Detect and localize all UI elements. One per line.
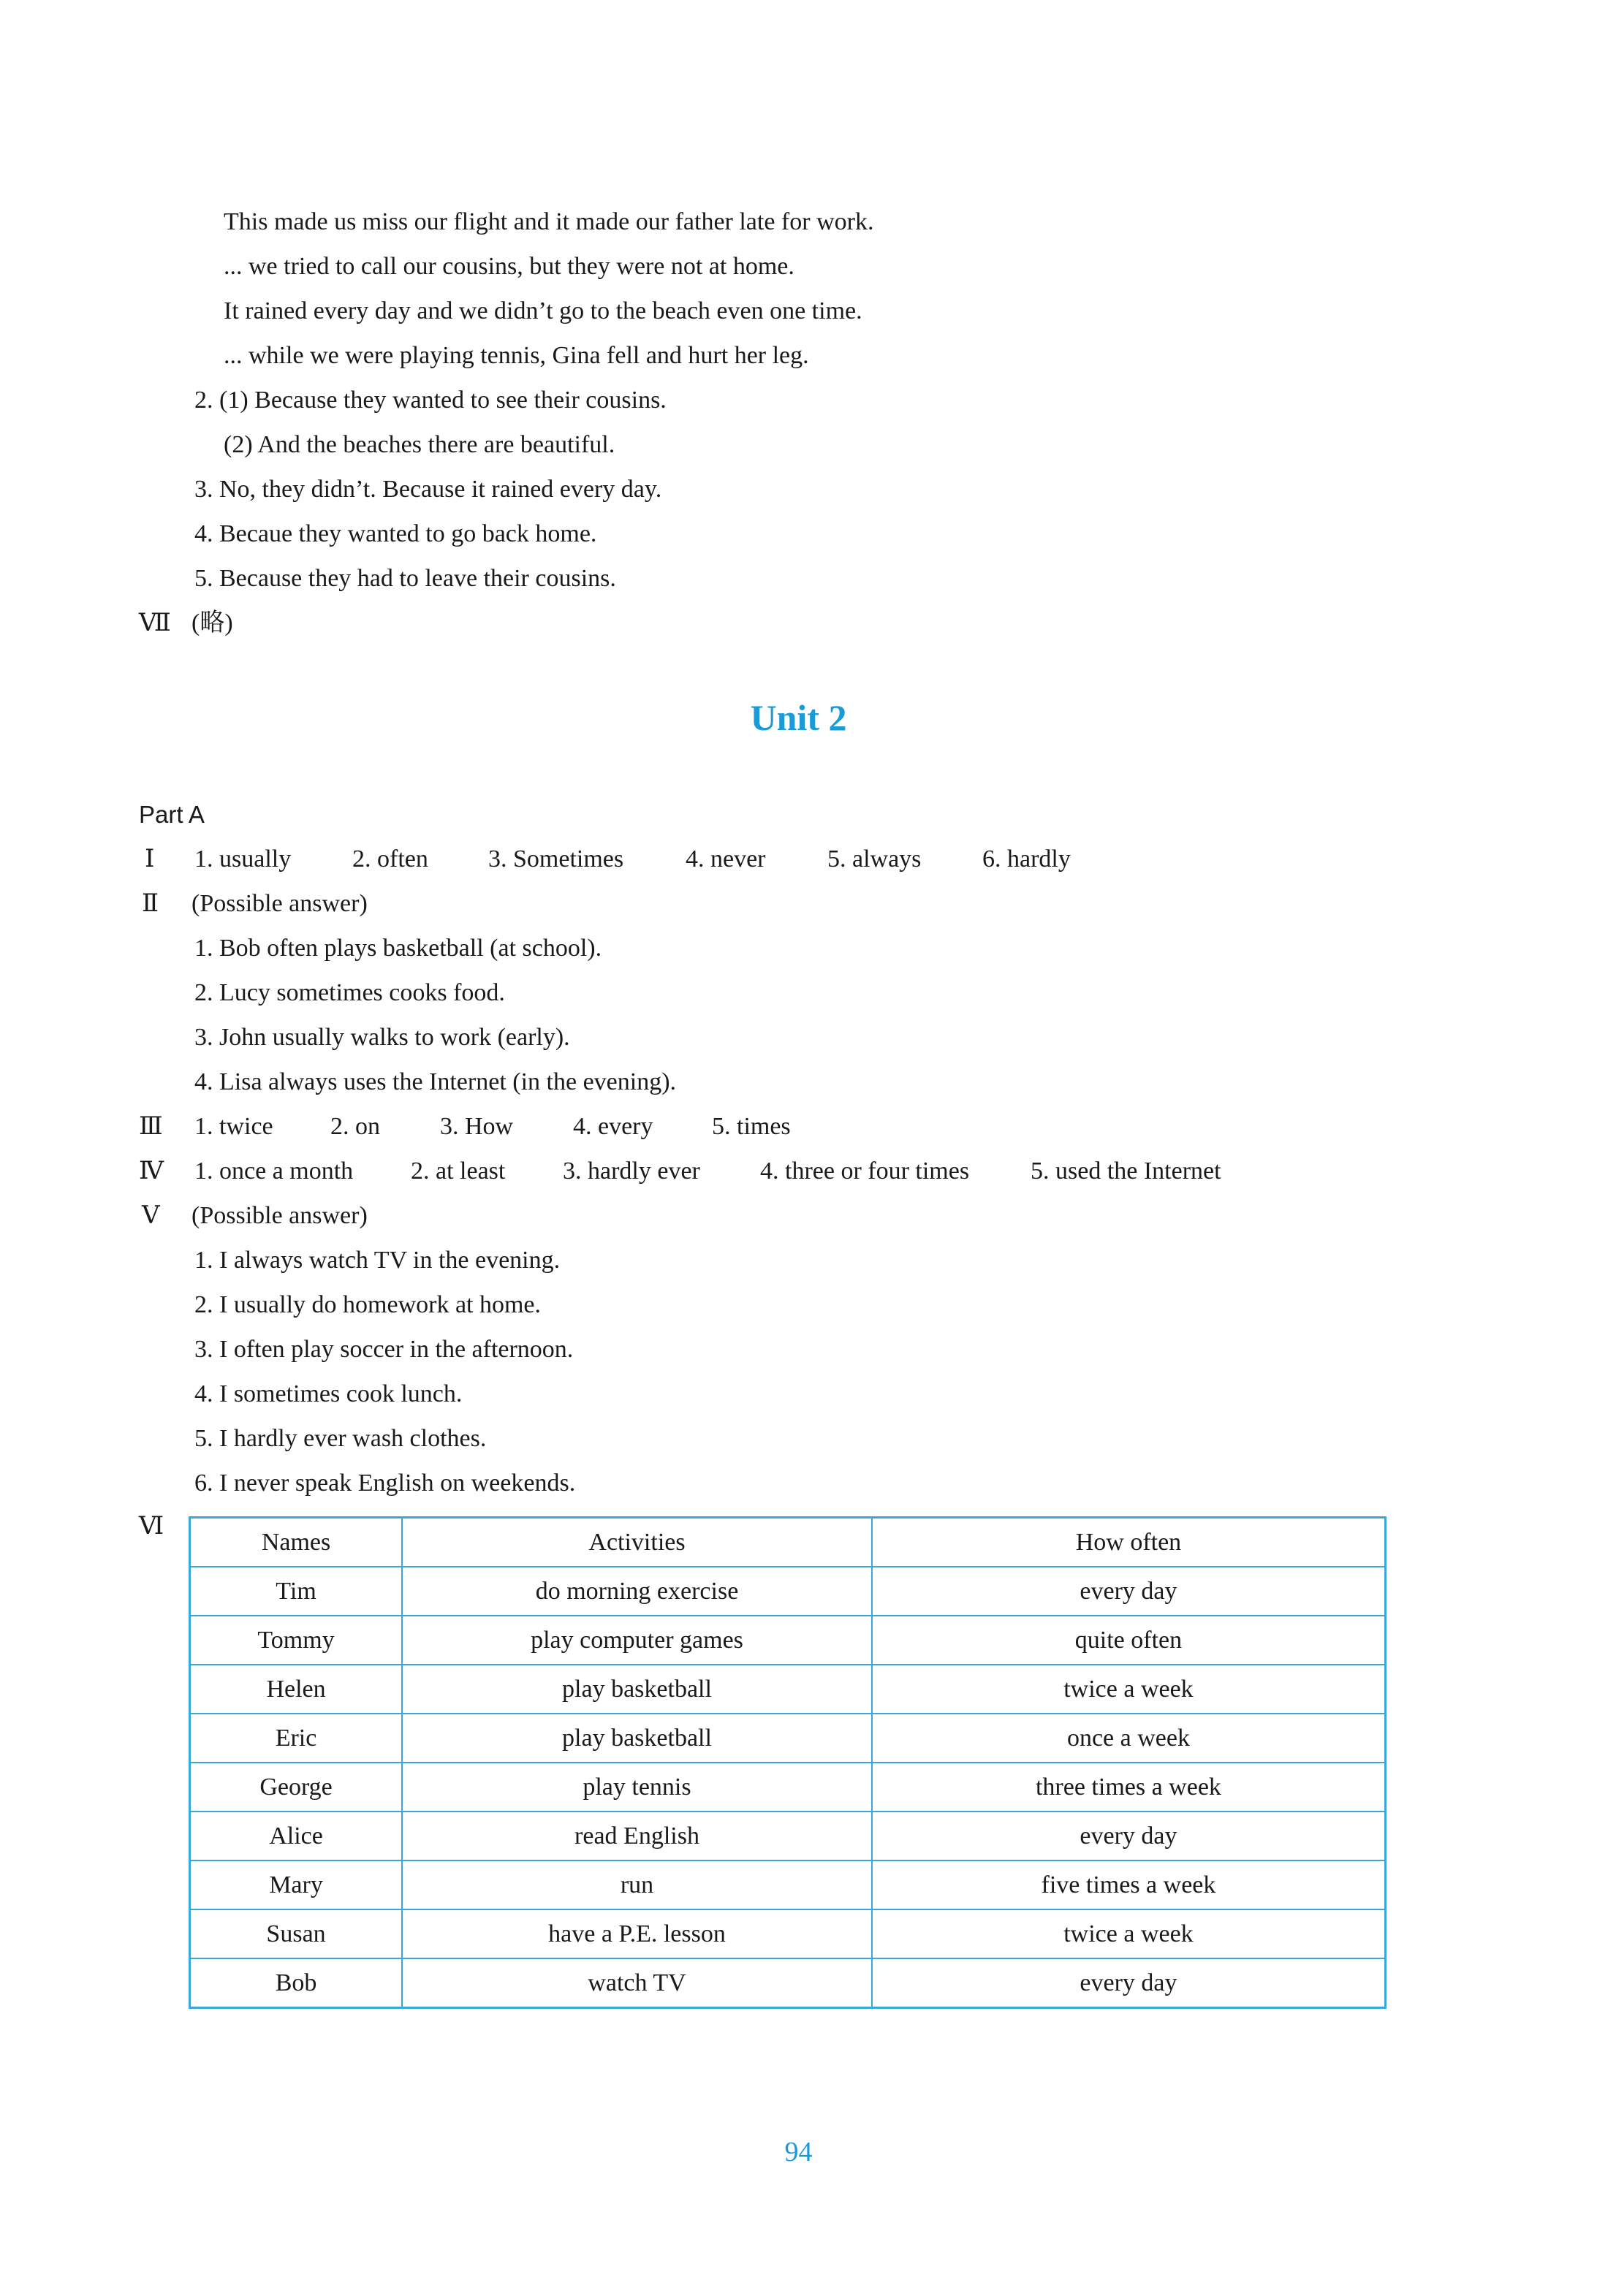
table-cell: quite often xyxy=(872,1616,1386,1665)
answer: 3. hardly ever xyxy=(563,1157,700,1185)
section-numeral: Ⅶ xyxy=(139,609,171,636)
section-numeral: Ⅲ xyxy=(139,1113,163,1140)
table-cell: play tennis xyxy=(402,1763,872,1812)
answer-line: 4. Lisa always uses the Internet (in the evening). xyxy=(194,1068,677,1095)
answer-line: 1. I always watch TV in the evening. xyxy=(194,1247,561,1274)
table-row xyxy=(190,1812,1386,1860)
section-numeral: Ⅳ xyxy=(139,1157,164,1185)
answer: 1. once a month xyxy=(194,1157,354,1185)
section-numeral: Ⅵ xyxy=(139,1513,164,1540)
answer: 6. hardly xyxy=(982,845,1071,873)
table-row xyxy=(190,1616,1386,1665)
table-cell: have a P.E. lesson xyxy=(402,1909,872,1958)
carryover-line: ... we tried to call our cousins, but they were not at home. xyxy=(224,253,794,280)
table-cell: Tim xyxy=(190,1567,403,1616)
answer: 1. twice xyxy=(194,1113,273,1140)
section-numeral: Ⅱ xyxy=(142,890,159,917)
answer-line: 4. I sometimes cook lunch. xyxy=(194,1380,463,1407)
section-text: (略) xyxy=(191,609,233,636)
answer: 3. How xyxy=(440,1113,514,1140)
table-cell: Mary xyxy=(190,1860,403,1909)
answer-line: 3. John usually walks to work (early). xyxy=(194,1024,570,1051)
table-cell: play basketball xyxy=(402,1714,872,1763)
table-cell: play computer games xyxy=(402,1616,872,1665)
answer-line: 1. Bob often plays basketball (at school). xyxy=(194,935,602,962)
answer-line: 5. I hardly ever wash clothes. xyxy=(194,1425,487,1452)
carryover-item: 2. (1) Because they wanted to see their cousins. xyxy=(194,387,667,414)
answer: 4. every xyxy=(573,1113,653,1140)
answer: 5. always xyxy=(827,845,922,873)
carryover-item: 5. Because they had to leave their cousins. xyxy=(194,565,616,592)
table-cell: three times a week xyxy=(872,1763,1386,1812)
table-header-row xyxy=(190,1518,1386,1567)
section-note: (Possible answer) xyxy=(191,890,368,917)
answer: 2. at least xyxy=(411,1157,506,1185)
table-row xyxy=(190,1958,1386,2008)
answer-line: 2. Lucy sometimes cooks food. xyxy=(194,979,505,1006)
table-cell: Susan xyxy=(190,1909,403,1958)
table-row xyxy=(190,1763,1386,1812)
table-cell: play basketball xyxy=(402,1665,872,1714)
section-numeral: Ⅴ xyxy=(142,1202,160,1229)
table-row xyxy=(190,1860,1386,1909)
table-row xyxy=(190,1567,1386,1616)
table-cell: Tommy xyxy=(190,1616,403,1665)
carryover-line: It rained every day and we didn’t go to the beach even one time. xyxy=(224,297,862,324)
table-cell: five times a week xyxy=(872,1860,1386,1909)
table-cell: Helen xyxy=(190,1665,403,1714)
table-cell: do morning exercise xyxy=(402,1567,872,1616)
answer: 4. three or four times xyxy=(760,1157,970,1185)
answer-line: 6. I never speak English on weekends. xyxy=(194,1470,576,1497)
table-cell: twice a week xyxy=(872,1909,1386,1958)
table-cell: read English xyxy=(402,1812,872,1860)
table-header: Names xyxy=(190,1518,403,1567)
table-cell: run xyxy=(402,1860,872,1909)
table-header: Activities xyxy=(402,1518,872,1567)
table-row xyxy=(190,1909,1386,1958)
answer: 1. usually xyxy=(194,845,292,873)
carryover-item: (2) And the beaches there are beautiful. xyxy=(224,431,615,458)
carryover-line: ... while we were playing tennis, Gina fell and hurt her leg. xyxy=(224,342,809,369)
answer-table xyxy=(189,1516,1387,2009)
page-number: 94 xyxy=(784,2137,813,2167)
table-row xyxy=(190,1714,1386,1763)
table-header: How often xyxy=(872,1518,1386,1567)
answer-line: 2. I usually do homework at home. xyxy=(194,1291,542,1318)
answer: 5. used the Internet xyxy=(1031,1157,1221,1185)
carryover-item: 3. No, they didn’t. Because it rained every day. xyxy=(194,476,662,503)
answer: 3. Sometimes xyxy=(488,845,624,873)
table-cell: every day xyxy=(872,1958,1386,2008)
answer-line: 3. I often play soccer in the afternoon. xyxy=(194,1336,574,1363)
carryover-line: This made us miss our flight and it made our father late for work. xyxy=(224,208,874,235)
carryover-item: 4. Becaue they wanted to go back home. xyxy=(194,520,597,547)
answer: 2. on xyxy=(330,1113,380,1140)
table-cell: Alice xyxy=(190,1812,403,1860)
table-row xyxy=(190,1665,1386,1714)
section-numeral: Ⅰ xyxy=(145,845,155,873)
unit-title: Unit 2 xyxy=(750,697,847,738)
table-cell: every day xyxy=(872,1812,1386,1860)
table-cell: twice a week xyxy=(872,1665,1386,1714)
answer: 2. often xyxy=(352,845,428,873)
answer: 4. never xyxy=(686,845,766,873)
table-cell: watch TV xyxy=(402,1958,872,2008)
table-cell: once a week xyxy=(872,1714,1386,1763)
table-cell: Eric xyxy=(190,1714,403,1763)
answer: 5. times xyxy=(712,1113,791,1140)
table-cell: George xyxy=(190,1763,403,1812)
section-note: (Possible answer) xyxy=(191,1202,368,1229)
table-cell: Bob xyxy=(190,1958,403,2008)
part-label: Part A xyxy=(139,801,205,828)
table-cell: every day xyxy=(872,1567,1386,1616)
